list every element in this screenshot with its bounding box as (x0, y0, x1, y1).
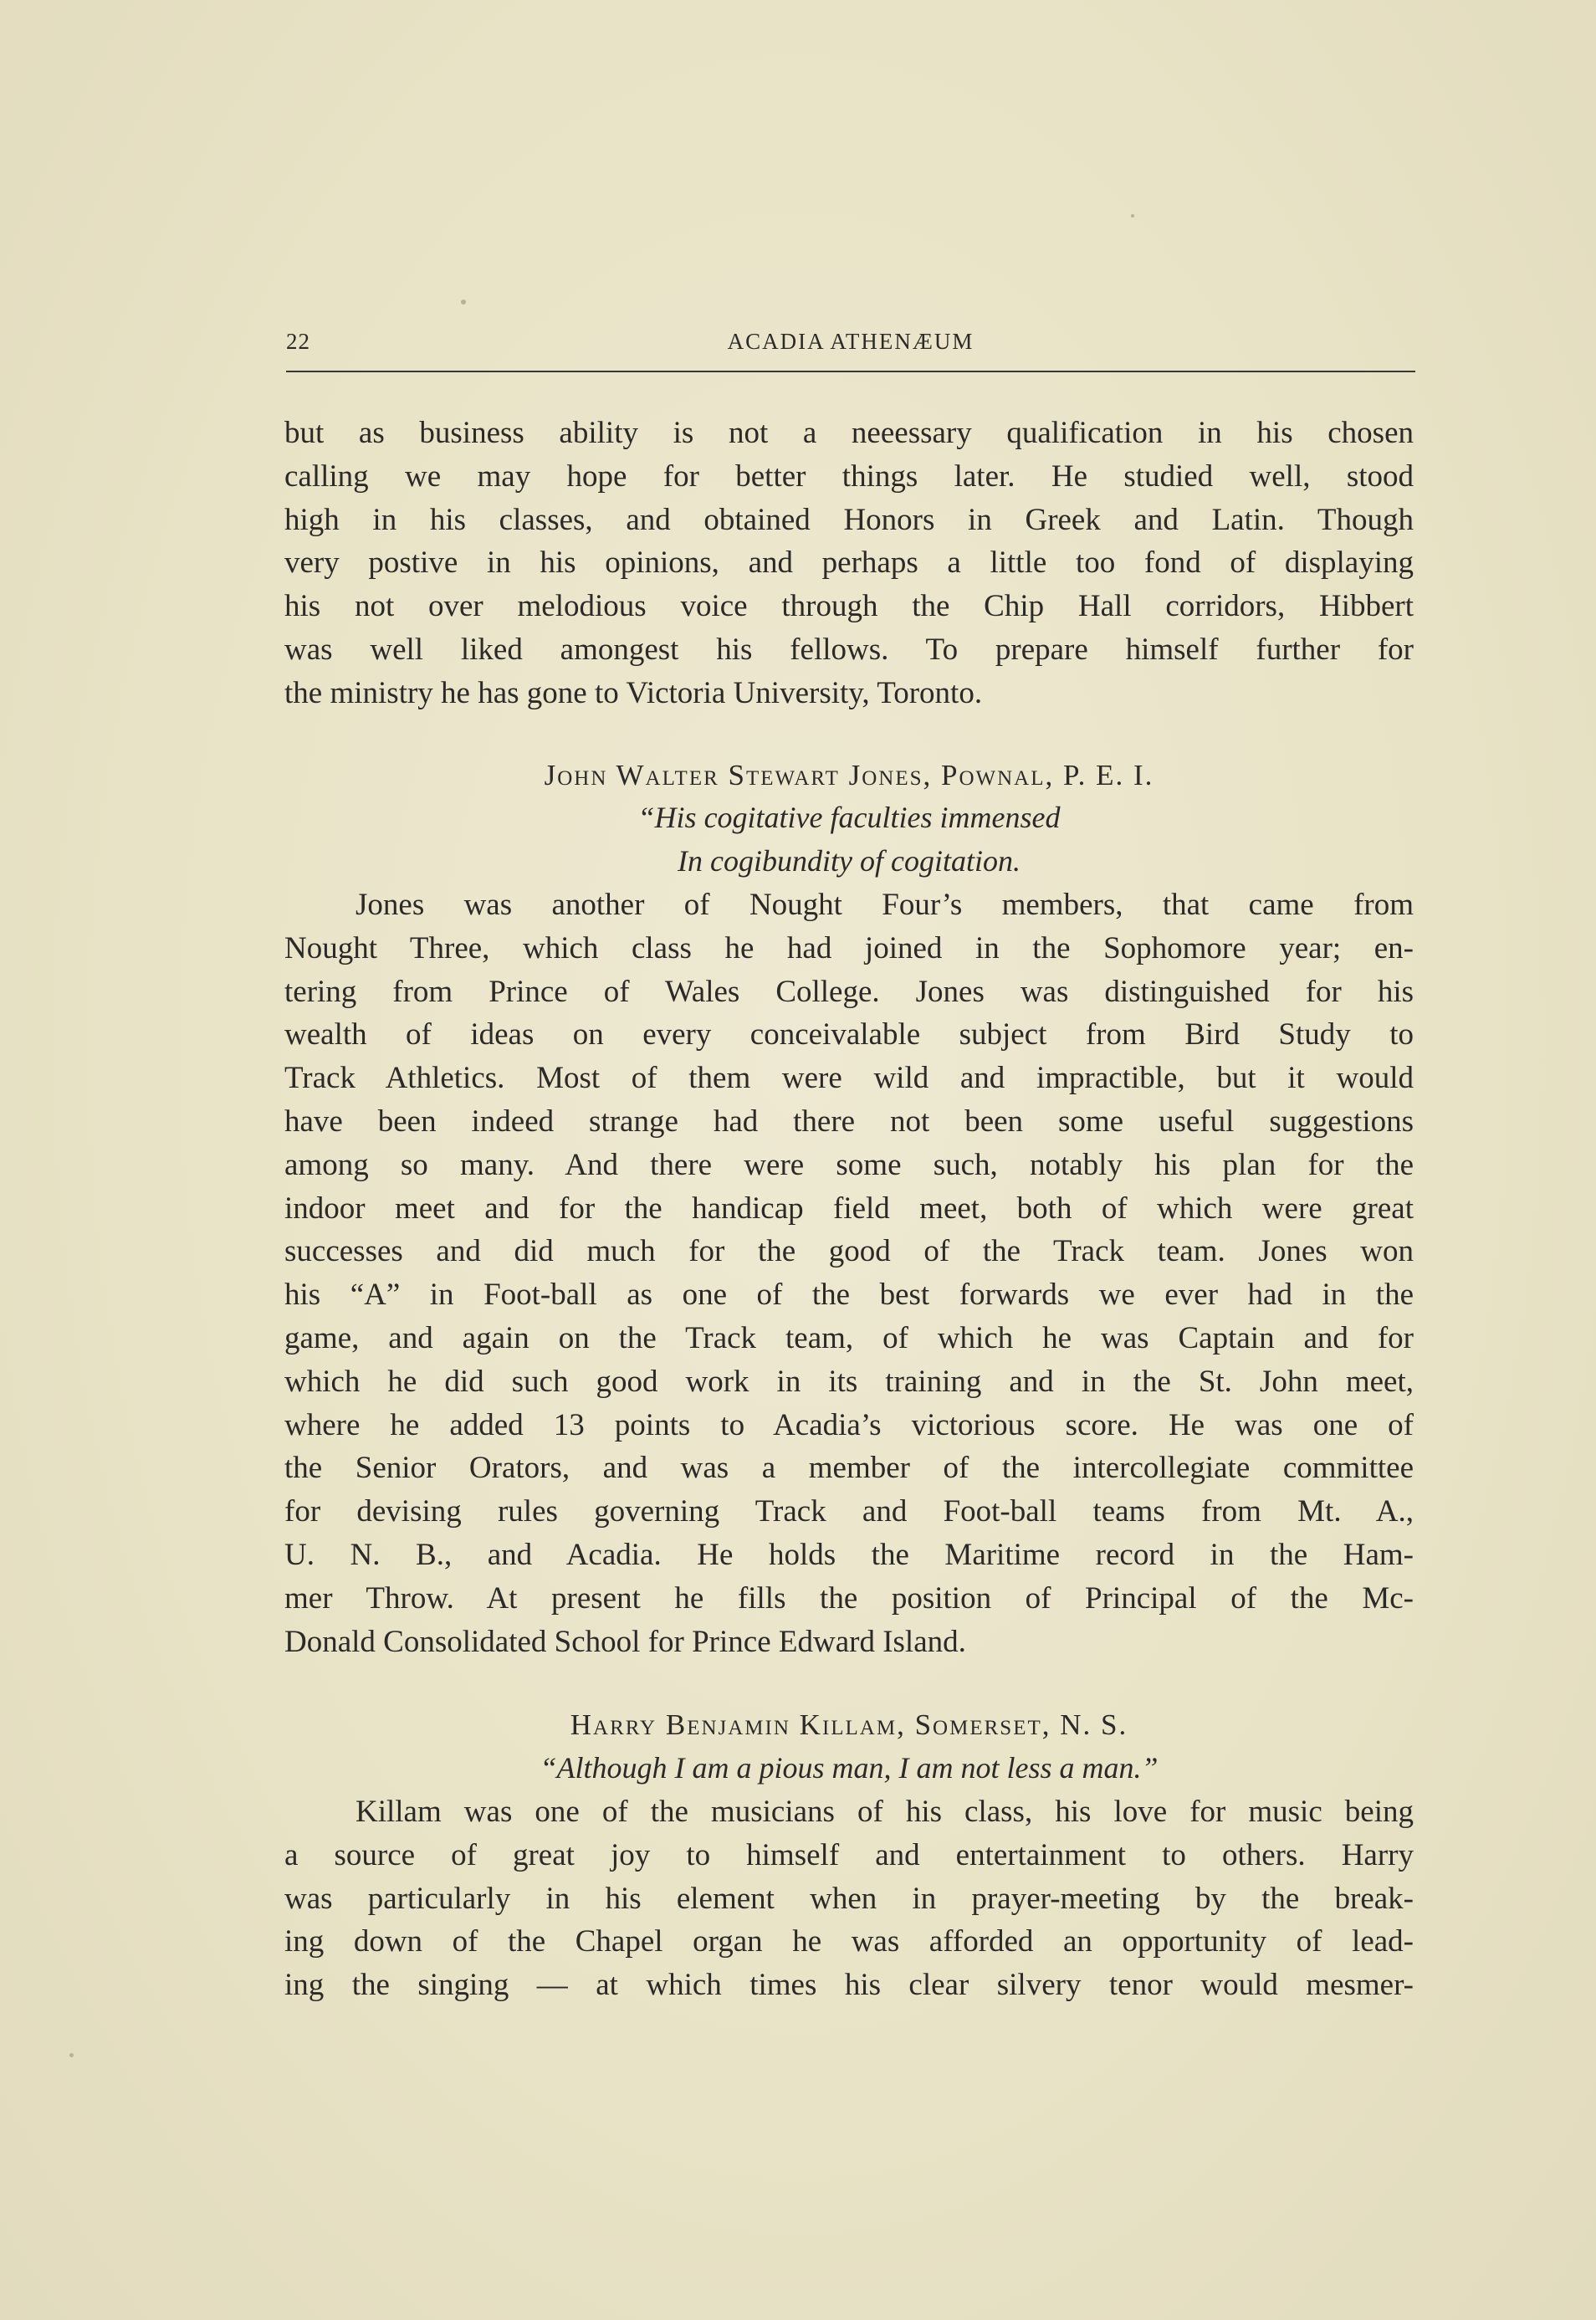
page-number: 22 (286, 329, 310, 354)
paper-speck (461, 300, 466, 305)
text-line: calling we may hope for better things later. He studied well, stood (284, 458, 1414, 494)
text-line: Track Athletics. Most of them were wild and impractible, but it would (284, 1061, 1414, 1096)
text-line: game, and again on the Track team, of which he was Captain and for (284, 1320, 1414, 1355)
paper-speck (1131, 214, 1134, 218)
paper-speck (69, 2053, 74, 2057)
text-line: indoor meet and for the handicap field meet, both of which were great (284, 1191, 1414, 1226)
page-body (284, 412, 1414, 2007)
text-line: ing down of the Chapel organ he was afforded an opportunity of lead- (284, 1924, 1414, 1959)
text-line: Jones was another of Nought Four’s members, that came from (356, 887, 1414, 922)
text-line: very postive in his opinions, and perhaps a little too fond of displaying (284, 545, 1414, 581)
text-line: Donald Consolidated School for Prince Edward Island. (284, 1624, 966, 1659)
text-line: was well liked amongest his fellows. To prepare himself further for (284, 632, 1414, 667)
text-line: mer Throw. At present he fills the position of Principal of the Mc- (284, 1580, 1414, 1616)
text-line: high in his classes, and obtained Honors in Greek and Latin. Though (284, 502, 1414, 537)
epigraph-line: “Although I am a pious man, I am not less a man.” (540, 1751, 1159, 1785)
epigraph-line: In cogibundity of cogitation. (678, 844, 1021, 878)
running-head: ACADIA ATHENÆUM (727, 329, 974, 354)
page-header (286, 329, 1415, 372)
text-line: successes and did much for the good of the Track team. Jones won (284, 1234, 1414, 1269)
text-line: the Senior Orators, and was a member of the intercollegiate committee (284, 1451, 1414, 1486)
text-line: have been indeed strange had there not been some useful suggestions (284, 1104, 1414, 1139)
text-line: Nought Three, which class he had joined in the Sophomore year; en- (284, 930, 1414, 965)
section-heading: John Walter Stewart Jones, Pownal, P. E. I. (544, 758, 1154, 791)
text-line: tering from Prince of Wales College. Jones was distinguished for his (284, 974, 1414, 1009)
section-heading: Harry Benjamin Killam, Somerset, N. S. (570, 1708, 1128, 1742)
text-line: where he added 13 points to Acadia’s victorious score. He was one of (284, 1407, 1414, 1442)
text-line: among so many. And there were some such, notably his plan for the (284, 1147, 1414, 1182)
text-line: the ministry he has gone to Victoria University, Toronto. (284, 675, 983, 710)
text-line: U. N. B., and Acadia. He holds the Maritime record in the Ham- (284, 1537, 1414, 1572)
text-line: a source of great joy to himself and entertainment to others. Harry (284, 1837, 1414, 1872)
text-line: for devising rules governing Track and Foot-ball teams from Mt. A., (284, 1494, 1414, 1529)
section-killam (284, 1703, 1414, 2007)
epigraph-line: “His cogitative faculties immensed (637, 801, 1061, 835)
text-line: his not over melodious voice through the Chip Hall corridors, Hibbert (284, 589, 1414, 624)
text-line: his “A” in Foot-ball as one of the best forwards we ever had in the (284, 1278, 1414, 1313)
text-line: which he did such good work in its training and in the St. John meet, (284, 1364, 1414, 1399)
section-jones (284, 754, 1414, 1664)
text-line: wealth of ideas on every conceivalable subject from Bird Study to (284, 1017, 1414, 1052)
text-line: ing the singing — at which times his clear silvery tenor would mesmer- (284, 1968, 1414, 2003)
paragraph-continued (284, 412, 1414, 715)
text-line: was particularly in his element when in prayer-meeting by the break- (284, 1881, 1414, 1916)
text-line: Killam was one of the musicians of his class, his love for music being (356, 1794, 1414, 1829)
text-line: but as business ability is not a neeessary qualification in his chosen (284, 416, 1414, 450)
